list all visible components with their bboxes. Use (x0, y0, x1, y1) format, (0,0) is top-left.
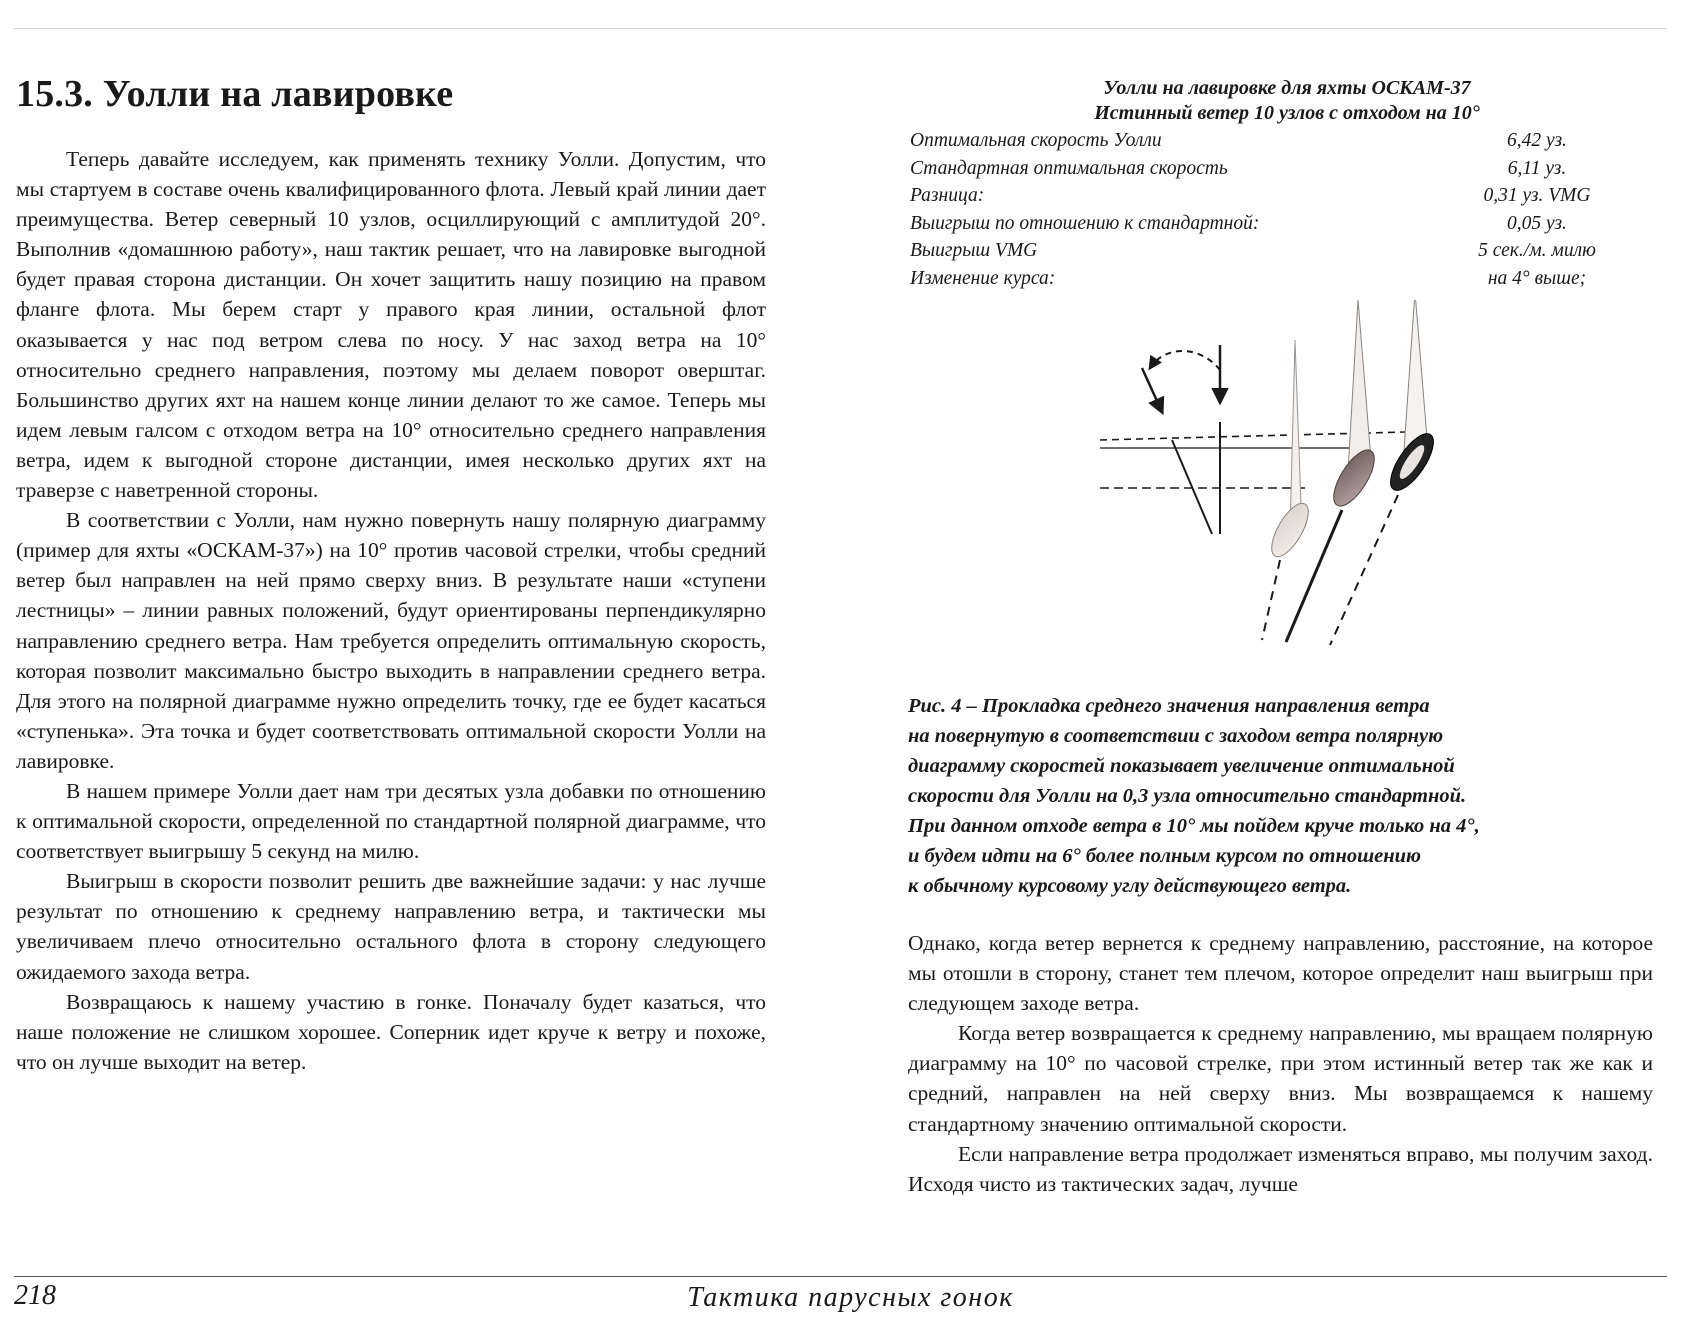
paragraph: Теперь давайте исследуем, как применять технику Уолли. Допустим, что мы стартуем в составе очень квалифицированного флота. Левый край линии дает преимущества. Ветер северный 10 узлов, осциллирующий с амплитудой 20°. Выполнив «домашнюю работу», наш тактик решает, что на лавировке выгодной будет правая сторона дистанции. Он хочет защитить нашу позицию на правом фланге флота. Мы берем старт у правого края линии, остальной флот оказывается у нас под ветром слева по носу. У нас заход ветра на 10° относительно среднего направления, поэтому мы делаем поворот оверштаг. Большинство других яхт на нашем конце линии делают то же самое. Теперь мы идем левым галсом с отходом ветра на 10° относительно среднего направления ветра, идем к выгодной стороне дистанции, имея несколько других яхт на траверзе с наветренной стороны. (16, 147, 766, 503)
wind-shift-arrows (1142, 345, 1220, 412)
table-title-line: Уолли на лавировке для яхты ОСКАМ-37 (1103, 77, 1471, 99)
row-value: 0,05 уз. (1507, 212, 1567, 234)
left-column (16, 144, 766, 1077)
polar-diagram-figure (1080, 300, 1500, 670)
caption-line: Рис. 4 – Прокладка среднего значения направления ветра (908, 695, 1430, 717)
boat-medium (1286, 300, 1382, 642)
caption-line: При данном отходе ветра в 10° мы пойдем круче только на 4°, (908, 815, 1480, 837)
table-row (910, 127, 1622, 155)
row-label: Выигрыш по отношению к стандартной: (910, 212, 1260, 234)
right-column (908, 928, 1653, 1199)
book-title: Тактика парусных гонок (687, 1282, 1014, 1313)
paragraph: Однако, когда ветер вернется к среднему направлению, расстояние, на которое мы отошли в сторону, станет тем плечом, которое определит наш выигрыш при следующем заходе ветра. (908, 931, 1653, 1016)
table-row (910, 210, 1622, 238)
stats-table (910, 127, 1622, 293)
caption-line: и будем идти на 6° более полным курсом по отношению (908, 845, 1422, 867)
paragraph: В нашем примере Уолли дает нам три десятых узла добавки по отношению к оптимальной скорости, определенной по стандартной полярной диаграмме, что соответствует выигрышу 5 секунд на милю. (16, 778, 766, 864)
section-title: 15.3. Уолли на лавировке (16, 73, 454, 115)
row-label: Разница: (910, 185, 985, 207)
page-number: 218 (14, 1280, 56, 1311)
row-value: 5 сек./м. милю (1478, 240, 1596, 262)
row-value: 0,31 уз. VMG (1483, 185, 1591, 207)
caption-line: к обычному курсовому углу действующего ветра. (908, 875, 1352, 897)
row-label: Оптимальная скорость Уолли (910, 130, 1162, 151)
table-row (910, 265, 1622, 293)
table-row (910, 237, 1622, 265)
row-value: 6,42 уз. (1507, 130, 1567, 151)
caption-line: скорости для Уолли на 0,3 узла относительно стандартной. (908, 785, 1467, 807)
paragraph: В соответствии с Уолли, нам нужно повернуть нашу полярную диаграмму (пример для яхты «ОСКАМ-37») на 10° против часовой стрелки, чтобы средний ветер был направлен на ней прямо сверху вниз. В результате наши «ступени лестницы» – линии равных положений, будут ориентированы перпендикулярно направлению среднего ветра. Нам требуется определить оптимальную скорость, которая позволит максимально быстро выходить в направлении среднего ветра. Для этого на полярной диаграмме нужно определить точку, где ее будет касаться «ступенька». Эта точка и будет соответствовать оптимальной скорости Уолли на лавировке. (16, 508, 766, 773)
paragraph: Когда ветер возвращается к среднему направлению, мы вращаем полярную диаграмму на 10° по часовой стрелке, при этом истинный ветер так же как и средний, направлен на ней сверху вниз. Мы возвращаемся к нашему стандартному значению оптимальной скорости. (908, 1021, 1653, 1136)
caption-line: диаграмму скоростей показывает увеличение оптимальной (908, 755, 1455, 777)
footer-rule (14, 1276, 1667, 1277)
table-row (910, 182, 1622, 210)
row-label: Выигрыш VMG (910, 240, 1038, 262)
table-title (912, 76, 1662, 126)
row-label: Изменение курса: (910, 267, 1056, 289)
table-row (910, 155, 1622, 183)
top-rule (14, 28, 1667, 29)
figure-caption (908, 691, 1668, 901)
paragraph: Выигрыш в скорости позволит решить две важнейшие задачи: у нас лучше результат по отношению к среднему направлению ветра, и тактически мы увеличиваем плечо относительно остального флота в сторону следующего ожидаемого захода ветра. (16, 869, 766, 984)
paragraph: Если направление ветра продолжает изменяться вправо, мы получим заход. Исходя чисто из тактических задач, лучше (908, 1141, 1653, 1196)
paragraph: Возвращаюсь к нашему участию в гонке. Поначалу будет казаться, что наше положение не слишком хорошее. Соперник идет круче к ветру и похоже, что он лучше выходит на ветер. (16, 989, 766, 1074)
wind-triangle (1172, 422, 1220, 534)
row-value: 6,11 уз. (1507, 157, 1567, 179)
row-value: на 4° выше; (1487, 267, 1587, 289)
caption-line: на повернутую в соответствии с заходом ветра полярную (908, 725, 1444, 747)
row-label: Стандартная оптимальная скорость (910, 157, 1228, 179)
table-title-line: Истинный ветер 10 узлов с отходом на 10° (1094, 102, 1480, 124)
